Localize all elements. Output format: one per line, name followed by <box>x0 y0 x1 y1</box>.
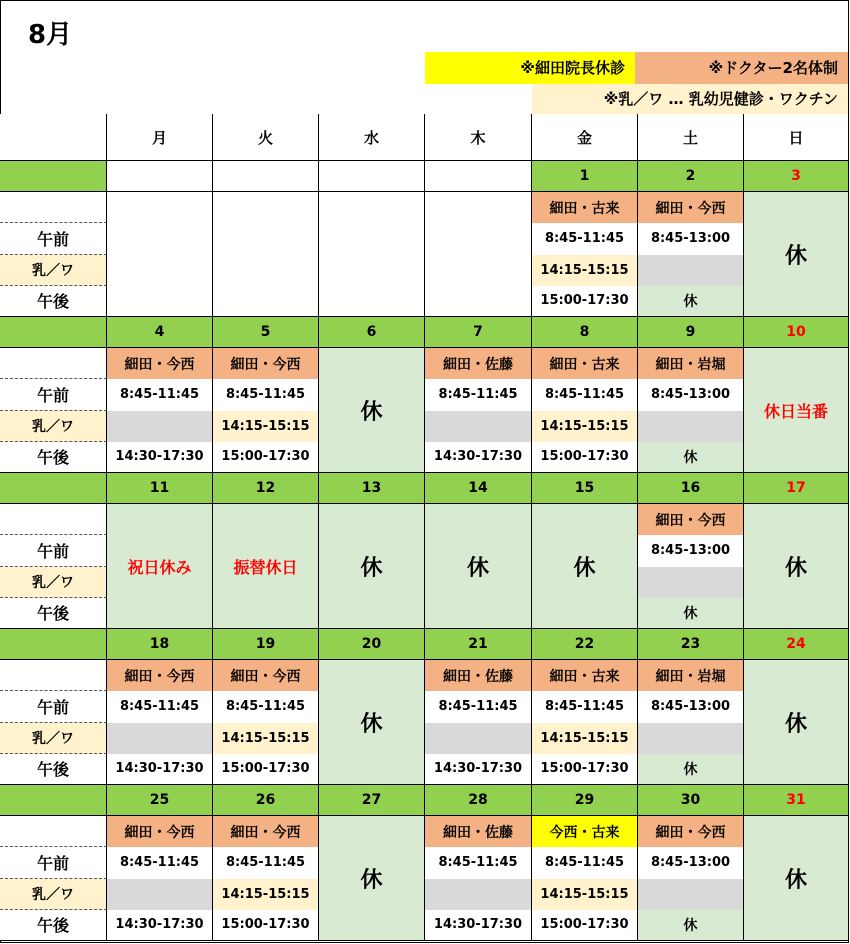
doctor-names: 細田・今西 <box>107 660 213 691</box>
weekday-header: 金 <box>532 114 638 161</box>
pm-hours: 15:00-17:30 <box>532 442 638 473</box>
weekday-header: 日 <box>744 114 849 161</box>
nw-none <box>425 879 532 910</box>
am-hours: 8:45-11:45 <box>425 691 532 722</box>
date-number <box>425 161 532 192</box>
row-label-nw: 乳／ワ <box>0 723 107 754</box>
date-row-label <box>0 785 107 816</box>
weekday-header: 土 <box>638 114 744 161</box>
row-label-blank <box>0 660 107 691</box>
doctor-names: 細田・今西 <box>107 348 213 379</box>
pm-closed: 休 <box>638 754 744 785</box>
date-row-label <box>0 629 107 660</box>
pm-hours: 15:00-17:30 <box>532 286 638 317</box>
date-number: 29 <box>532 785 638 816</box>
pm-closed: 休 <box>638 286 744 317</box>
nw-hours: 14:15-15:15 <box>213 879 319 910</box>
date-number: 31 <box>744 785 849 816</box>
closed-day: 休 <box>319 504 425 629</box>
doctor-names: 細田・佐藤 <box>425 660 532 691</box>
weekday-header: 木 <box>425 114 532 161</box>
date-number <box>213 161 319 192</box>
doctor-names: 細田・古来 <box>532 348 638 379</box>
date-number: 30 <box>638 785 744 816</box>
am-hours: 8:45-11:45 <box>107 847 213 878</box>
nw-none <box>107 411 213 442</box>
date-number: 5 <box>213 317 319 348</box>
am-hours: 8:45-11:45 <box>213 379 319 410</box>
doctor-names: 細田・今西 <box>213 816 319 847</box>
empty-day <box>425 192 532 317</box>
date-number: 15 <box>532 473 638 504</box>
am-hours: 8:45-11:45 <box>213 691 319 722</box>
date-number: 16 <box>638 473 744 504</box>
date-number: 14 <box>425 473 532 504</box>
row-label-blank <box>0 192 107 223</box>
date-number: 17 <box>744 473 849 504</box>
am-hours: 8:45-11:45 <box>425 379 532 410</box>
nw-none <box>425 411 532 442</box>
row-label-am: 午前 <box>0 691 107 722</box>
row-label-nw: 乳／ワ <box>0 411 107 442</box>
nw-hours: 14:15-15:15 <box>532 411 638 442</box>
pm-hours: 14:30-17:30 <box>107 754 213 785</box>
am-hours: 8:45-11:45 <box>425 847 532 878</box>
am-hours: 8:45-11:45 <box>532 691 638 722</box>
doctor-names: 今西・古来 <box>532 816 638 847</box>
pm-hours: 15:00-17:30 <box>532 910 638 941</box>
pm-hours: 14:30-17:30 <box>425 442 532 473</box>
am-hours: 8:45-11:45 <box>107 379 213 410</box>
am-hours: 8:45-11:45 <box>532 379 638 410</box>
nw-none <box>107 723 213 754</box>
empty-day <box>107 192 213 317</box>
date-row-label <box>0 317 107 348</box>
am-hours: 8:45-11:45 <box>213 847 319 878</box>
row-label-am: 午前 <box>0 223 107 254</box>
pm-closed: 休 <box>638 598 744 629</box>
date-number: 22 <box>532 629 638 660</box>
pm-hours: 14:30-17:30 <box>107 910 213 941</box>
header-corner <box>0 114 107 161</box>
am-hours: 8:45-13:00 <box>638 379 744 410</box>
doctor-names: 細田・古来 <box>532 192 638 223</box>
empty-day <box>319 192 425 317</box>
pm-closed: 休 <box>638 910 744 941</box>
date-number: 6 <box>319 317 425 348</box>
doctor-names: 細田・今西 <box>638 504 744 535</box>
date-number: 18 <box>107 629 213 660</box>
doctor-names: 細田・今西 <box>107 816 213 847</box>
row-label-nw: 乳／ワ <box>0 879 107 910</box>
doctor-names: 細田・古来 <box>532 660 638 691</box>
date-number: 26 <box>213 785 319 816</box>
closed-day: 休 <box>744 192 849 317</box>
date-number: 27 <box>319 785 425 816</box>
am-hours: 8:45-13:00 <box>638 535 744 566</box>
nw-hours: 14:15-15:15 <box>213 411 319 442</box>
nw-hours: 14:15-15:15 <box>532 255 638 286</box>
row-label-nw: 乳／ワ <box>0 567 107 598</box>
weekday-header: 水 <box>319 114 425 161</box>
am-hours: 8:45-11:45 <box>532 223 638 254</box>
date-number: 24 <box>744 629 849 660</box>
empty-day <box>213 192 319 317</box>
date-row-label <box>0 473 107 504</box>
date-number: 3 <box>744 161 849 192</box>
row-label-am: 午前 <box>0 535 107 566</box>
holiday-day: 休日当番 <box>744 348 849 473</box>
doctor-names: 細田・今西 <box>638 816 744 847</box>
date-number: 20 <box>319 629 425 660</box>
closed-day: 休 <box>319 348 425 473</box>
date-number: 28 <box>425 785 532 816</box>
date-number: 9 <box>638 317 744 348</box>
row-label-pm: 午後 <box>0 442 107 473</box>
row-label-blank <box>0 504 107 535</box>
date-number: 1 <box>532 161 638 192</box>
am-hours: 8:45-13:00 <box>638 223 744 254</box>
date-number: 11 <box>107 473 213 504</box>
nw-none <box>425 723 532 754</box>
weekday-header: 火 <box>213 114 319 161</box>
nw-hours: 14:15-15:15 <box>532 723 638 754</box>
pm-hours: 15:00-17:30 <box>213 754 319 785</box>
date-number: 21 <box>425 629 532 660</box>
pm-closed: 休 <box>638 442 744 473</box>
doctor-names: 細田・佐藤 <box>425 816 532 847</box>
pm-hours: 14:30-17:30 <box>107 442 213 473</box>
row-label-pm: 午後 <box>0 286 107 317</box>
doctor-names: 細田・今西 <box>213 348 319 379</box>
holiday-day: 振替休日 <box>213 504 319 629</box>
nw-none <box>107 879 213 910</box>
closed-day: 休 <box>319 660 425 785</box>
date-number <box>107 161 213 192</box>
date-number: 7 <box>425 317 532 348</box>
date-number: 8 <box>532 317 638 348</box>
closed-day: 休 <box>319 816 425 941</box>
date-number: 13 <box>319 473 425 504</box>
row-label-pm: 午後 <box>0 598 107 629</box>
row-label-blank <box>0 816 107 847</box>
am-hours: 8:45-13:00 <box>638 847 744 878</box>
nw-hours: 14:15-15:15 <box>213 723 319 754</box>
date-number: 19 <box>213 629 319 660</box>
month-title: 8月 <box>28 20 73 50</box>
row-label-nw: 乳／ワ <box>0 255 107 286</box>
nw-none <box>638 567 744 598</box>
date-number: 2 <box>638 161 744 192</box>
closed-day: 休 <box>744 504 849 629</box>
doctor-names: 細田・岩堀 <box>638 660 744 691</box>
holiday-day: 祝日休み <box>107 504 213 629</box>
pm-hours: 14:30-17:30 <box>425 754 532 785</box>
row-label-am: 午前 <box>0 379 107 410</box>
row-label-blank <box>0 348 107 379</box>
doctor-names: 細田・今西 <box>638 192 744 223</box>
nw-none <box>638 879 744 910</box>
date-number: 23 <box>638 629 744 660</box>
date-number: 12 <box>213 473 319 504</box>
closed-day: 休 <box>744 660 849 785</box>
pm-hours: 15:00-17:30 <box>213 442 319 473</box>
date-number: 10 <box>744 317 849 348</box>
nw-hours: 14:15-15:15 <box>532 879 638 910</box>
closed-day: 休 <box>744 816 849 941</box>
row-label-am: 午前 <box>0 847 107 878</box>
legend-two-doctors: ※ドクター2名体制 <box>635 52 848 84</box>
am-hours: 8:45-11:45 <box>532 847 638 878</box>
am-hours: 8:45-11:45 <box>107 691 213 722</box>
row-label-pm: 午後 <box>0 910 107 941</box>
date-number: 25 <box>107 785 213 816</box>
schedule-calendar <box>0 114 849 943</box>
closed-day: 休 <box>532 504 638 629</box>
legend-director-off: ※細田院長休診 <box>425 52 635 84</box>
date-number <box>319 161 425 192</box>
doctor-names: 細田・今西 <box>213 660 319 691</box>
closed-day: 休 <box>425 504 532 629</box>
pm-hours: 15:00-17:30 <box>213 910 319 941</box>
legend-abbreviation: ※乳／ワ … 乳幼児健診・ワクチン <box>532 84 848 114</box>
weekday-header: 月 <box>107 114 213 161</box>
nw-none <box>638 411 744 442</box>
pm-hours: 14:30-17:30 <box>425 910 532 941</box>
pm-hours: 15:00-17:30 <box>532 754 638 785</box>
row-label-pm: 午後 <box>0 754 107 785</box>
doctor-names: 細田・岩堀 <box>638 348 744 379</box>
am-hours: 8:45-13:00 <box>638 691 744 722</box>
nw-none <box>638 255 744 286</box>
nw-none <box>638 723 744 754</box>
date-row-label <box>0 161 107 192</box>
date-number: 4 <box>107 317 213 348</box>
doctor-names: 細田・佐藤 <box>425 348 532 379</box>
